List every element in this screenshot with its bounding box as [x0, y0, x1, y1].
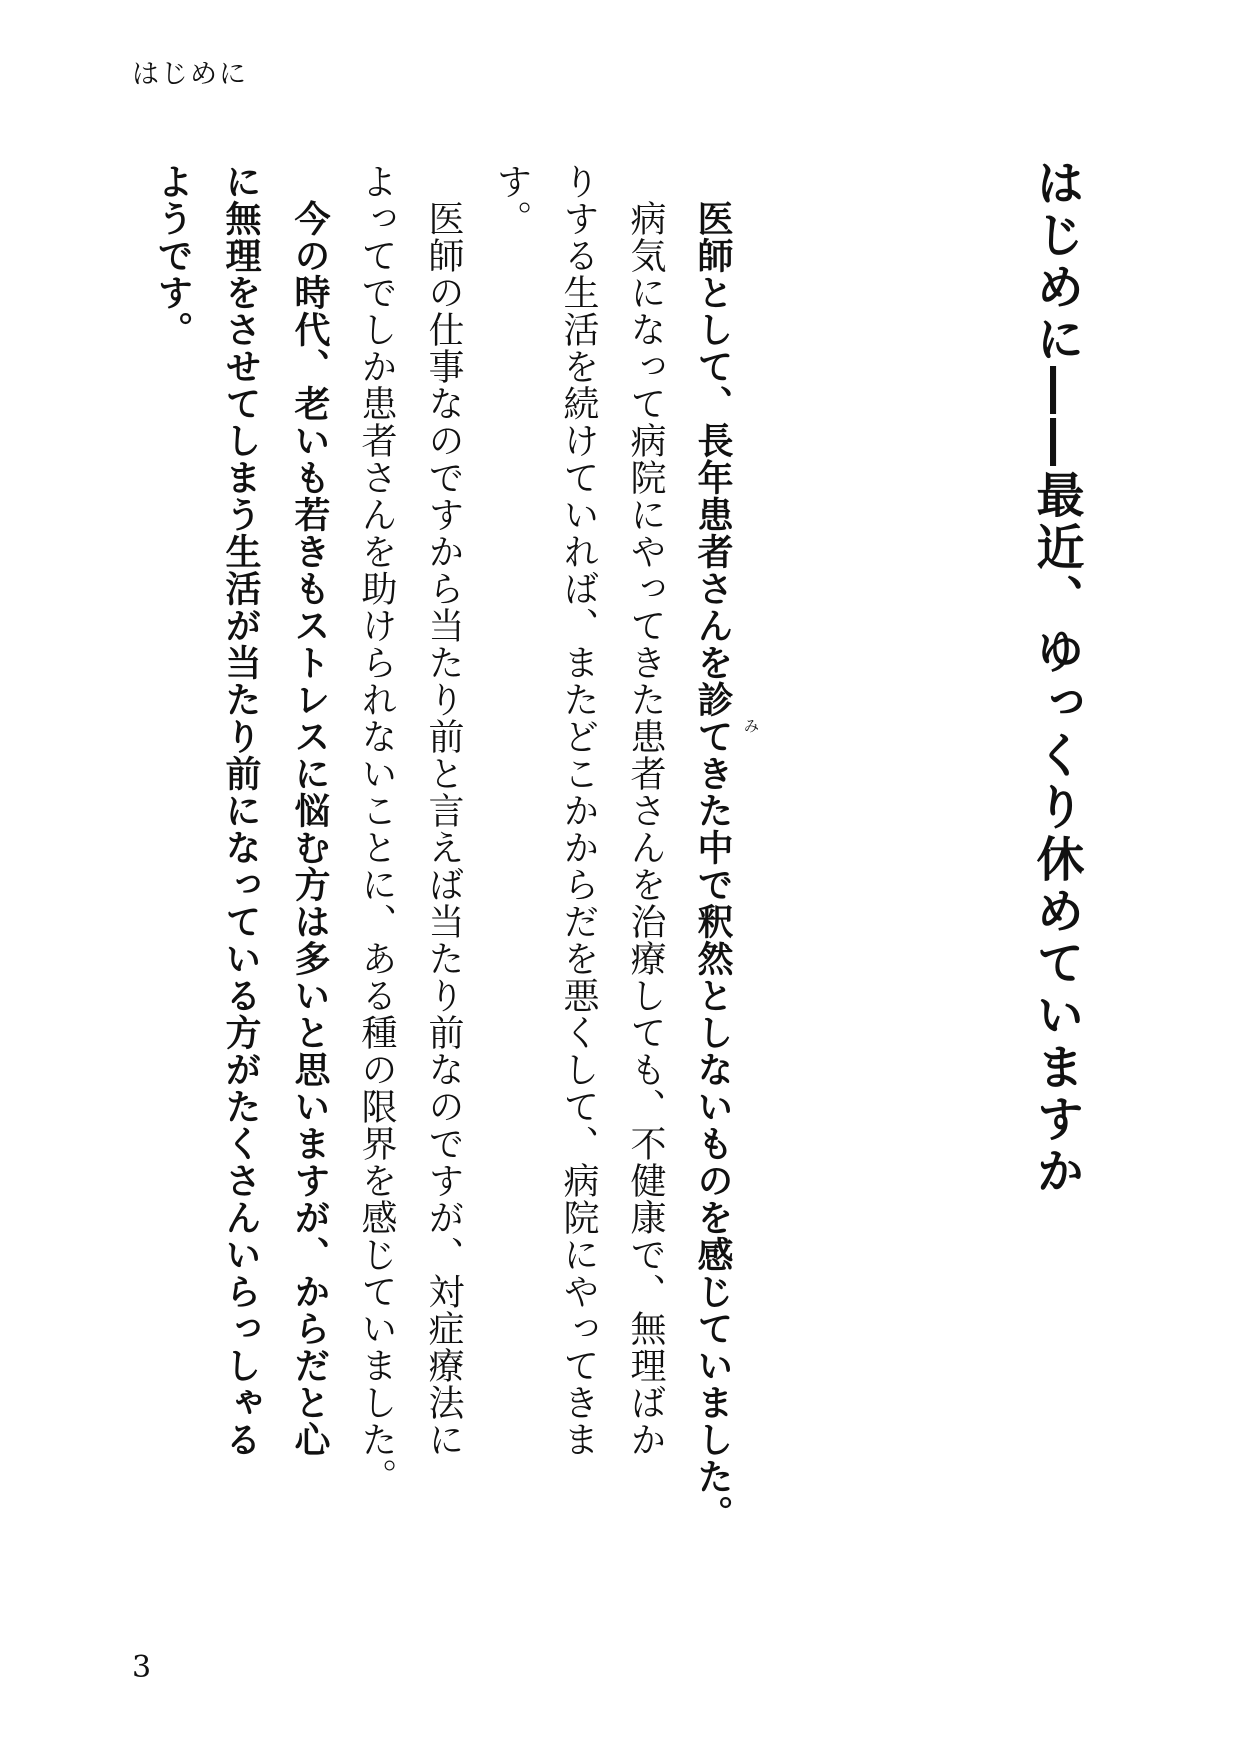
paragraph-line-7: 今の時代、老いも若きもストレスに悩む方は多いと思いますが、からだと心: [289, 200, 330, 1458]
paragraph-line-4: す。: [491, 163, 532, 237]
paragraph-line-8: に無理をさせてしまう生活が当たり前になっている方がたくさんいらっしゃる: [220, 163, 261, 1458]
paragraph-line-5: 医師の仕事なのですから当たり前と言えば当たり前なのですが、対症療法に: [423, 200, 464, 1458]
paragraph-line-3: りする生活を続けていれば、またどこかからだを悪くして、病院にやってきま: [558, 163, 599, 1458]
paragraph-line-9: ようです。: [152, 163, 193, 348]
paragraph-line-1: 医師として、長年患者さんを診てきた中で釈然としないものを感じていました。: [692, 200, 733, 1532]
running-head: はじめに: [132, 59, 248, 90]
chapter-title: はじめに――最近、ゆっくり休めていますか: [1028, 158, 1084, 1198]
page-number: 3: [132, 1650, 152, 1685]
ruby-annotation: み: [744, 717, 760, 735]
paragraph-line-6: よってでしか患者さんを助けられないことに、ある種の限界を感じていました。: [356, 163, 397, 1495]
paragraph-line-2: 病気になって病院にやってきた患者さんを治療しても、不健康で、無理ばか: [625, 200, 666, 1458]
